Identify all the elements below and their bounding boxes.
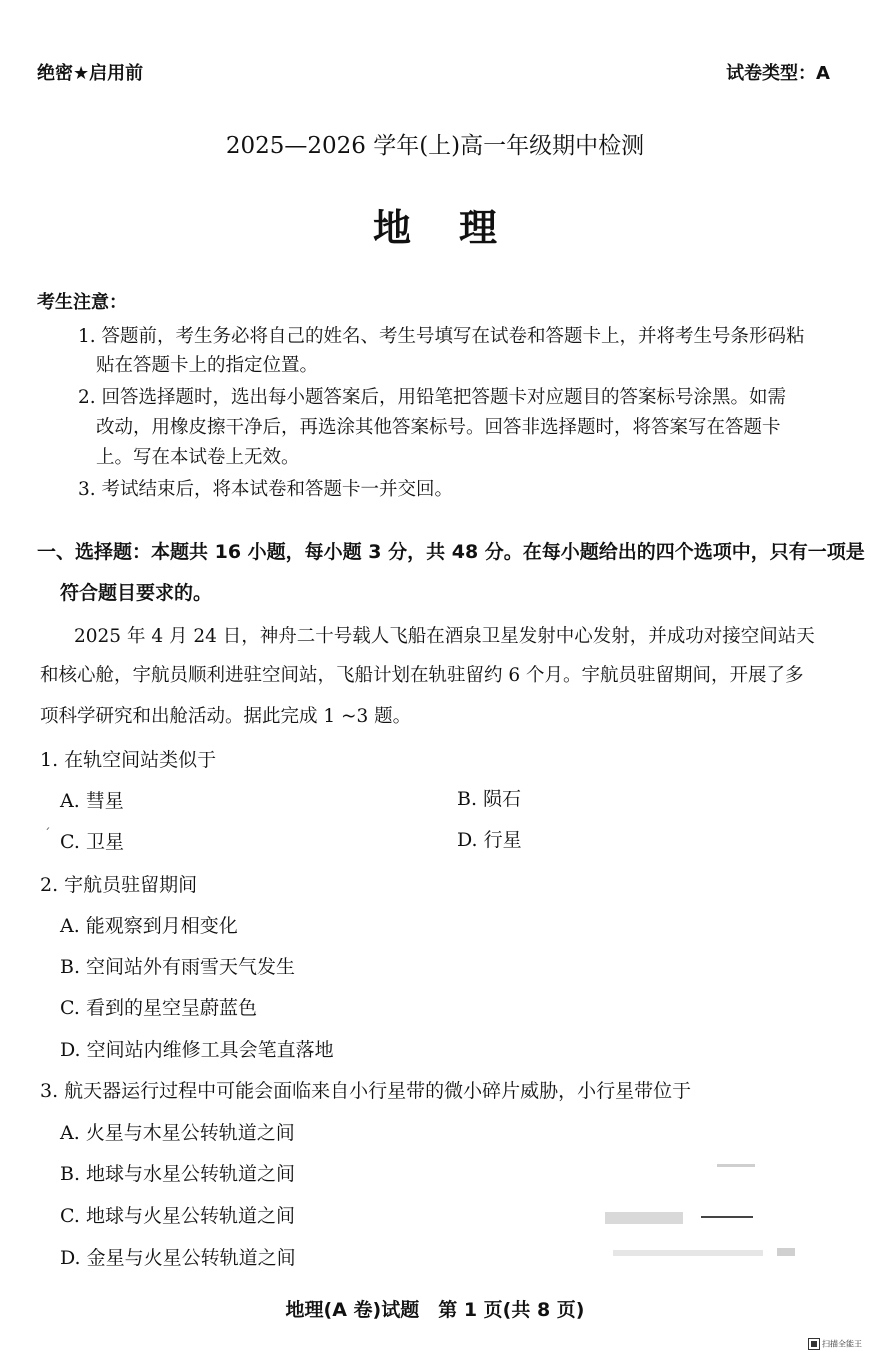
question-2-option-b: B. 空间站外有雨雪天气发生 <box>60 956 296 978</box>
notice-line: 1. 答题前，考生务必将自己的姓名、考生号填写在试卷和答题卡上，并将考生号条形码粘 <box>78 326 805 347</box>
section-heading-continued: 符合题目要求的。 <box>60 582 213 604</box>
paper-type-label: 试卷类型：A <box>726 63 830 84</box>
question-1-option-b: B. 陨石 <box>457 788 522 810</box>
question-1-option-a: A. 彗星 <box>60 790 124 812</box>
exam-title: 2025—2026 学年(上)高一年级期中检测 <box>225 133 645 159</box>
question-1-option-c: C. 卫星 <box>60 831 124 853</box>
notice-line: 贴在答题卡上的指定位置。 <box>96 355 319 376</box>
scan-smudge <box>605 1150 805 1270</box>
question-3-option-d: D. 金星与火星公转轨道之间 <box>60 1247 296 1269</box>
notice-line: 上。写在本试卷上无效。 <box>96 447 300 468</box>
page-footer: 地理(A 卷)试题 第 1 页(共 8 页) <box>285 1299 585 1321</box>
question-2-option-d: D. 空间站内维修工具会笔直落地 <box>60 1039 334 1061</box>
notice-line: 改动，用橡皮擦干净后，再选涂其他答案标号。回答非选择题时，将答案写在答题卡 <box>96 417 781 438</box>
question-stem-1: 1. 在轨空间站类似于 <box>40 749 217 771</box>
question-2-option-a: A. 能观察到月相变化 <box>60 915 238 937</box>
passage-line: 项科学研究和出舱活动。据此完成 1 ~3 题。 <box>40 706 412 727</box>
notice-heading: 考生注意： <box>37 292 127 313</box>
notice-line: 2. 回答选择题时，选出每小题答案后，用铅笔把答题卡对应题目的答案标号涂黑。如需 <box>78 387 787 408</box>
confidential-label: 绝密★启用前 <box>37 63 144 84</box>
question-1-option-d: D. 行星 <box>457 829 522 851</box>
question-3-option-b: B. 地球与水星公转轨道之间 <box>60 1163 296 1185</box>
question-3-option-a: A. 火星与木星公转轨道之间 <box>60 1122 295 1144</box>
qr-code-icon <box>808 1338 820 1350</box>
scanner-watermark <box>808 1338 862 1350</box>
question-2-option-c: C. 看到的星空呈蔚蓝色 <box>60 997 257 1019</box>
notice-line: 3. 考试结束后，将本试卷和答题卡一并交回。 <box>78 479 454 500</box>
question-3-option-c: C. 地球与火星公转轨道之间 <box>60 1205 295 1227</box>
subject-title: 地理 <box>372 206 545 250</box>
passage-line: 和核心舱，宇航员顺利进驻空间站，飞船计划在轨驻留约 6 个月。宇航员驻留期间，开展了多 <box>40 665 804 686</box>
question-stem-2: 2. 宇航员驻留期间 <box>40 874 198 896</box>
stray-pen-mark: ˊ <box>44 827 51 842</box>
question-stem-3: 3. 航天器运行过程中可能会面临来自小行星带的微小碎片威胁，小行星带位于 <box>40 1080 692 1102</box>
passage-line: 2025 年 4 月 24 日，神舟二十号载人飞船在酒泉卫星发射中心发射，并成功对接空间站天 <box>74 626 815 647</box>
scanner-watermark-label: 扫描全能王 <box>822 1339 862 1349</box>
section-heading: 一、选择题：本题共 16 小题，每小题 3 分，共 48 分。在每小题给出的四个选项中，只有一项是 <box>37 541 865 563</box>
